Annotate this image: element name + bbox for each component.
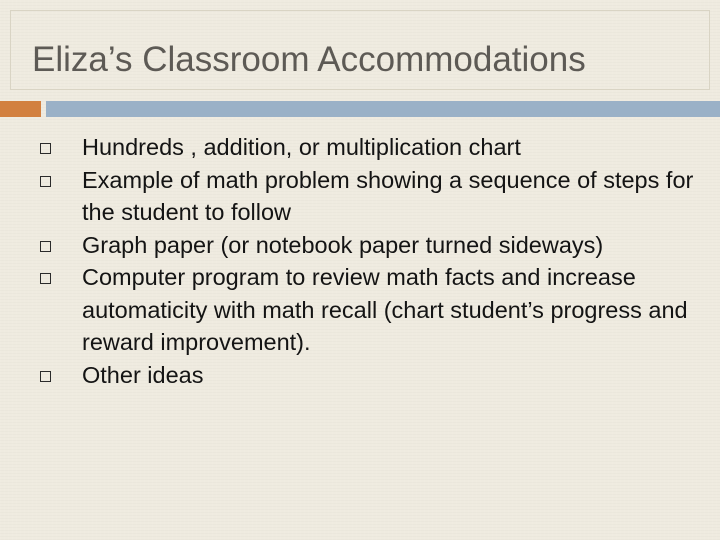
bullet-text: Graph paper (or notebook paper turned sideways) xyxy=(82,231,604,258)
bullet-item xyxy=(40,131,700,164)
bullet-text: Other ideas xyxy=(82,361,204,388)
accent-bar-orange xyxy=(0,101,41,117)
bullet-text: Hundreds , addition, or multiplication chart xyxy=(82,134,521,160)
square-bullet-icon xyxy=(40,143,51,154)
bullet-item xyxy=(40,229,700,262)
square-bullet-icon xyxy=(40,241,51,252)
slide-title: Eliza’s Classroom Accommodations xyxy=(32,40,586,79)
square-bullet-icon xyxy=(40,176,51,187)
bullet-text: Computer program to review math facts and increase automaticity with math recall (chart student’s progress and reward improvement). xyxy=(82,264,688,355)
bullet-item xyxy=(40,164,700,229)
square-bullet-icon xyxy=(40,371,51,382)
bullet-text: Example of math problem showing a sequence of steps for the student to follow xyxy=(82,166,694,225)
bullet-list xyxy=(40,131,700,391)
bullet-item xyxy=(40,359,700,392)
bullet-item xyxy=(40,261,700,359)
square-bullet-icon xyxy=(40,273,51,284)
accent-bar-blue xyxy=(46,101,720,117)
